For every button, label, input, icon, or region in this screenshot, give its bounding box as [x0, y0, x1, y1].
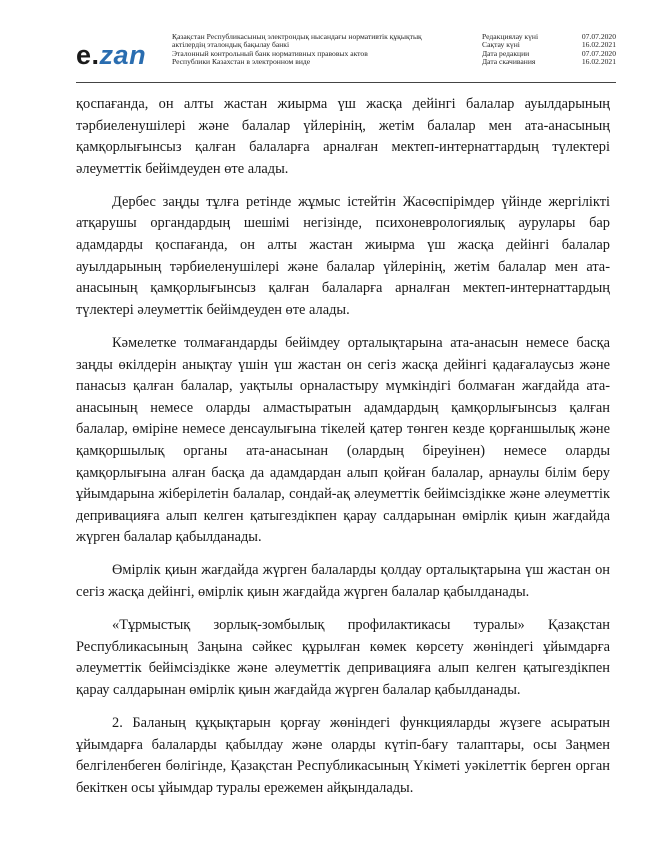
meta-value: 16.02.2021 — [581, 40, 616, 50]
document-body — [76, 94, 610, 811]
header-title-line: Қазақстан Республикасының электрондық нысандағы нормативтік құқықтық — [172, 32, 422, 41]
header-title-line: Республики Казахстан в электронном виде — [172, 57, 311, 67]
ezan-logo[interactable]: e.zan — [76, 40, 147, 70]
meta-label: Дата скачивания — [482, 57, 536, 67]
meta-value: 07.07.2020 — [581, 32, 616, 41]
header-title-line: Эталонный контрольный банк нормативных правовых актов — [172, 48, 368, 58]
meta-value: 07.07.2020 — [581, 48, 616, 58]
paragraph: Дербес заңды тұлға ретінде жұмыс істейтін Жасөспірімдер үйінде жергілікті атқарушы органдардың шешімі негізінде, психоневрологиялық аурулары бар адамдарды қоспағанда, он алты жастан жиырма үш жасқа дейінгі балалар ауылдарының тәрбиеленушілері және балалар үйлерінің, жетім балалар мен ата-анасының қамқорлығынсыз қалған балаларға арналған мектеп-интернаттардың түлектері әлеуметтік бейімдеуден өте алады. — [76, 193, 610, 318]
document-header — [76, 32, 616, 83]
paragraph: Кәмелетке толмағандарды бейімдеу орталықтарына ата-анасын немесе басқа заңды өкілдерін анықтау үшін үш жастан он сегіз жасқа дейінгі қадағалаусыз және панасыз қалған балалар, уақтылы орналастыру мүмкіндігі болмаған жағдайда ата-анасының немесе оларды алмастыратын адамдардың қамқорлығынсыз қалған балалар, өміріне немесе денсаулығына тікелей қатер төнген кезде қорғаншылық және қамқоршылық органы ата-анасынан (олардың біреуінен) немесе оларды қамқорлығына алған басқа да адамдардан алып қойған балалар, арнаулы білім беру ұйымдарына жіберілетін балалар, сондай-ақ әлеуметтік бейімсіздікке және әлеуметтік депривацияға алып келген қатыгездікпен қарау салдарынан өмірлік қиын жағдайда жүрген балалар қабылданады. — [76, 334, 610, 546]
header-title-line: актілердің эталондық бақылау банкі — [172, 40, 290, 50]
paragraph: 2. Баланың құқықтарын қорғау жөніндегі функцияларды жүзеге асыратын ұйымдарға балаларды қабылдау және оларды күтіп-бағу талаптары, осы Заңмен белгіленбеген бөлігінде, Қазақстан Республикасының Үкіметі уәкілеттік берген орган бекіткен осы ұйымдар туралы ережемен айқындалады. — [76, 714, 610, 796]
paragraph: Өмірлік қиын жағдайда жүрген балаларды қолдау орталықтарына үш жастан он сегіз жасқа дейінгі, өмірлік қиын жағдайда жүрген балалар қабылданады. — [76, 562, 610, 600]
header-title — [172, 33, 482, 67]
meta-label: Сақтау күні — [482, 40, 520, 50]
header-meta — [482, 33, 616, 67]
paragraph: «Тұрмыстық зорлық-зомбылық профилактикасы туралы» Қазақстан Республикасының Заңына сәйкес құрылған көмек көрсету жөніндегі ұйымдарға әлеуметтік бейімсіздікке және әлеуметтік депривацияға алып келген қатыгездікпен қарау салдарынан өмірлік қиын жағдайда жүрген балалар қабылданады. — [76, 617, 610, 698]
meta-row — [482, 58, 616, 66]
meta-label: Дата редакции — [482, 48, 530, 58]
paragraph: қоспағанда, он алты жастан жиырма үш жасқа дейінгі балалар ауылдарының тәрбиеленушілері және балалар үйлерінің, жетім балалар мен ата-анасының қамқорлығынсыз қалған балаларға арналған мектеп-интернаттардың түлектері әлеуметтік бейімдеуден өте алады. — [76, 96, 610, 177]
meta-label: Редакциялау күні — [482, 32, 539, 41]
meta-value: 16.02.2021 — [581, 57, 616, 67]
